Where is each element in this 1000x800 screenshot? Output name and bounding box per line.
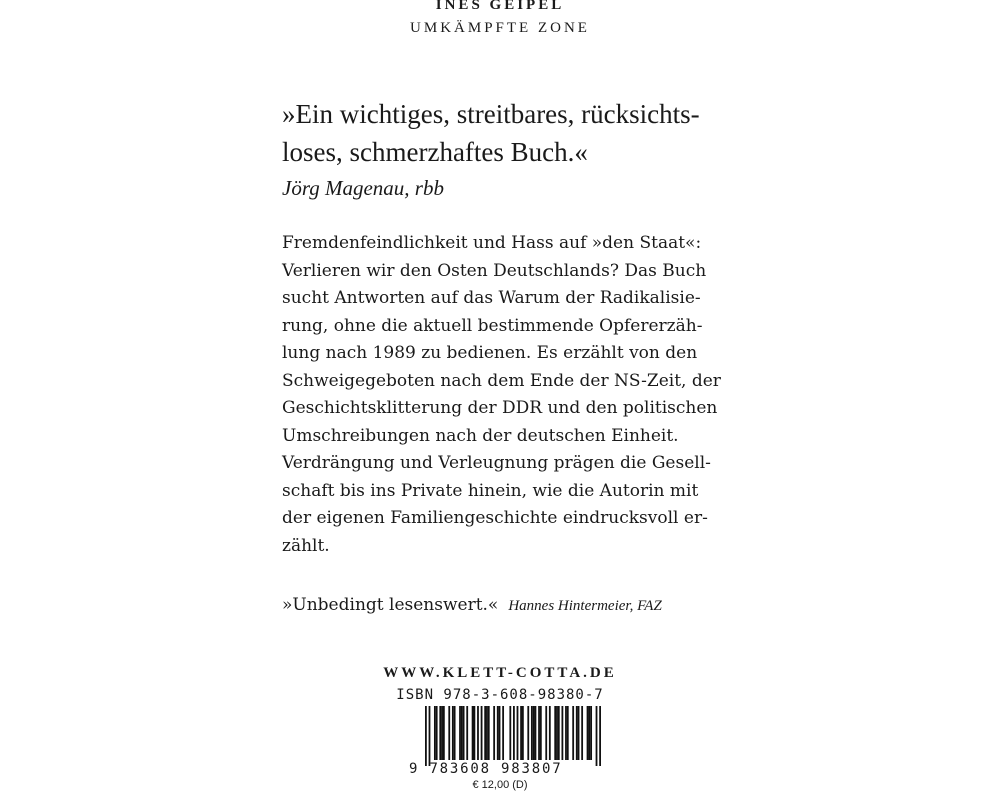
barcode-bar — [588, 706, 590, 760]
barcode-bar — [499, 706, 501, 760]
description-line: der eigenen Familiengeschichte eindrucksvoll er- — [282, 508, 708, 528]
barcode-bar — [473, 706, 475, 760]
barcode-bar — [522, 706, 524, 760]
description-line: Geschichtsklitterung der DDR und den politischen — [282, 398, 718, 418]
barcode-digits: 9 783608 983807 — [409, 761, 563, 777]
barcode-bar — [486, 706, 488, 760]
barcode-bar — [425, 706, 427, 766]
barcode-bar — [549, 706, 551, 760]
barcode-bar — [531, 706, 533, 760]
quote-line: loses, schmerzhaftes Buch.« — [282, 137, 588, 167]
barcode-bar — [436, 706, 438, 760]
barcode-bar — [463, 706, 465, 760]
barcode-bar — [538, 706, 540, 760]
description-line: Fremdenfeindlichkeit und Hass auf »den Staat«: — [282, 233, 702, 253]
description-line: lung nach 1989 zu bedienen. Es erzählt von den — [282, 343, 698, 363]
barcode-bar — [558, 706, 560, 760]
barcode-bar — [567, 706, 569, 760]
barcode — [425, 706, 601, 766]
barcode-bar — [454, 706, 456, 760]
barcode-bar — [599, 706, 601, 766]
publisher-footer — [0, 663, 1000, 705]
barcode-bar — [441, 706, 443, 760]
barcode-bar — [520, 706, 522, 760]
short-review — [282, 592, 662, 619]
book-title: UMKÄMPFTE ZONE — [410, 20, 590, 36]
barcode-bar — [554, 706, 556, 760]
barcode-bar — [439, 706, 441, 760]
barcode-bar — [561, 706, 563, 760]
isbn-number: ISBN 978-3-608-98380-7 — [396, 687, 604, 703]
barcode-bar — [488, 706, 490, 760]
quote-line: »Ein wichtiges, streitbares, rücksichts- — [282, 99, 700, 129]
barcode-bar — [540, 706, 542, 760]
description-line: Verdrängung und Verleugnung prägen die Gesell- — [282, 453, 711, 473]
description-line: Schweigegeboten nach dem Ende der NS-Zeit, der — [282, 370, 721, 391]
book-description — [282, 230, 752, 560]
description-line: Umschreibungen nach der deutschen Einheit. — [282, 425, 679, 446]
barcode-bar — [578, 706, 580, 760]
barcode-bar — [429, 706, 431, 766]
description-line: Verlieren wir den Osten Deutschlands? Das Buch — [282, 260, 707, 281]
barcode-bar — [472, 706, 474, 760]
barcode-bar — [493, 706, 495, 760]
short-review-quote: »Unbedingt lesenswert.« — [282, 595, 499, 615]
barcode-bar — [509, 706, 511, 760]
description-line: sucht Antworten auf das Warum der Radikalisie- — [282, 288, 701, 308]
barcode-bar — [497, 706, 499, 760]
barcode-bar — [448, 706, 450, 760]
barcode-bar — [576, 706, 578, 760]
barcode-bar — [527, 706, 529, 760]
barcode-bar — [461, 706, 463, 760]
barcode-bar — [556, 706, 558, 760]
barcode-bar — [484, 706, 486, 760]
barcode-bar — [481, 706, 483, 760]
barcode-bar — [572, 706, 574, 760]
barcode-bar — [565, 706, 567, 760]
quote-source: Jörg Magenau, rbb — [282, 176, 444, 200]
barcode-bar — [434, 706, 436, 760]
featured-quote — [282, 95, 742, 203]
barcode-bar — [596, 706, 598, 766]
barcode-bar — [545, 706, 547, 760]
author-name: INES GEIPEL — [435, 0, 565, 13]
barcode-bar — [587, 706, 589, 760]
description-line: schaft bis ins Private hinein, wie die Autorin mit — [282, 480, 699, 501]
barcode-bar — [533, 706, 535, 760]
description-line: zählt. — [282, 535, 330, 556]
barcode-bar — [517, 706, 519, 760]
barcode-bar — [443, 706, 445, 760]
barcode-bar — [590, 706, 592, 760]
barcode-bar — [452, 706, 454, 760]
barcode-bar — [477, 706, 479, 760]
short-review-source: Hannes Hintermeier, FAZ — [508, 598, 662, 614]
barcode-bar — [502, 706, 504, 760]
quote-text — [282, 95, 742, 171]
barcode-bar — [459, 706, 461, 760]
barcode-bar — [466, 706, 468, 760]
cover-header — [0, 0, 1000, 38]
barcode-bar — [535, 706, 537, 760]
publisher-website: WWW.KLETT-COTTA.DE — [383, 665, 617, 681]
price: € 12,00 (D) — [472, 779, 528, 791]
barcode-bar — [513, 706, 515, 760]
barcode-bar — [581, 706, 583, 760]
description-line: rung, ohne die aktuell bestimmende Opfererzäh- — [282, 315, 703, 336]
